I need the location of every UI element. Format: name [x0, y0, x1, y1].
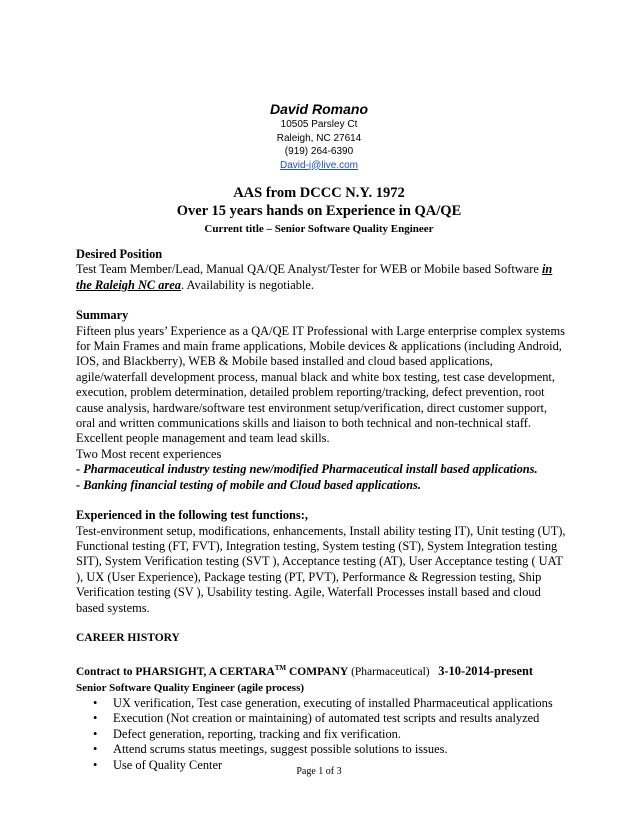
- bullet-icon: •: [93, 711, 98, 726]
- trademark-mark: TM: [274, 664, 287, 673]
- desired-text-after: . Availability is negotiable.: [180, 277, 314, 292]
- resume-body: [76, 247, 566, 773]
- summary-text: Fifteen plus years’ Experience as a QA/QE IT Professional with Large enterprise complex systems for Main Frames and main frame applications, Mobile devices & applications (including Android, IOS, and Blackberry), WEB & Mobile based installed and cloud based applications, agile/waterfall development process, manual black and white box testing, test case development, execution, problem determination, detailed problem reporting/tracking, defect prevention, root cause analysis, hardware/software test environment setup/verification, direct customer support, oral and written communications skills and liaison to both technical and non-technical staff. Excellent people management and team lead skills.: [76, 323, 565, 446]
- bullet-icon: •: [93, 726, 98, 741]
- job-heading: [76, 661, 566, 680]
- street-address: 10505 Parsley Ct: [280, 119, 358, 130]
- city-state-zip: Raleigh, NC 27614: [276, 132, 362, 144]
- list-item: • Attend scrums status meetings, suggest possible solutions to issues.: [93, 742, 448, 757]
- experience-line: Over 15 years hands on Experience in QA/QE: [176, 203, 462, 219]
- summary-title: Summary: [76, 308, 129, 323]
- job-dates: 3-10-2014-present: [438, 664, 533, 679]
- list-item: • Execution (Not creation or maintaining) of automated test scripts and results analyzed: [93, 711, 540, 726]
- candidate-name: David Romano: [269, 101, 368, 117]
- phone-number: (919) 264-6390: [284, 146, 354, 157]
- desired-position-text: [76, 262, 566, 293]
- current-title-line: Current title – Senior Software Quality Engineer: [204, 223, 434, 235]
- career-history-title: CAREER HISTORY: [76, 631, 180, 644]
- list-item: • UX verification, Test case generation, executing of installed Pharmaceutical applications: [93, 695, 553, 710]
- desired-position-title: Desired Position: [76, 247, 163, 261]
- email-link[interactable]: David-j@live.com: [280, 159, 358, 171]
- desired-location: in the Raleigh NC area: [76, 262, 553, 292]
- job-contract: Contract to PHARSIGHT, A CERTARA: [76, 666, 275, 679]
- job-company-suffix: COMPANY: [286, 666, 349, 679]
- recent-experiences-heading: Two Most recent experiences: [76, 446, 222, 461]
- bullet-icon: •: [93, 695, 98, 710]
- test-functions-text: Test-environment setup, modifications, enhancements, Install ability testing IT), Unit testing (UT), Functional testing (FT, FVT), Integration testing, System testing (ST), System Integration testing SIT), System Verification testing (SVT ), Acceptance testing (AT), User Acceptance testing ( UAT ), UX (User Experience), Package testing (PT, PVT), Performance & Regression testing, Ship Verification testing (SV ), Usability testing. Agile, Waterfall Processes install based and cloud based systems.: [76, 523, 566, 615]
- recent-experience-1: - Pharmaceutical industry testing new/modified Pharmaceutical install based applications.: [76, 462, 538, 477]
- job-duties-list: [76, 696, 566, 773]
- job-industry: (Pharmaceutical): [348, 666, 430, 679]
- education-line: AAS from DCCC N.Y. 1972: [233, 185, 405, 201]
- test-functions-title: Experienced in the following test functions:,: [76, 508, 308, 523]
- desired-text-before: Test Team Member/Lead, Manual QA/QE Analyst/Tester for WEB or Mobile based Software: [76, 262, 542, 277]
- headline-block: [0, 184, 638, 238]
- job-role: Senior Software Quality Engineer (agile process): [76, 681, 305, 694]
- bullet-icon: •: [93, 757, 98, 772]
- page-number: Page 1 of 3: [296, 766, 342, 777]
- list-item: • Use of Quality Center: [93, 757, 223, 772]
- list-item: • Defect generation, reporting, tracking and fix verification.: [93, 726, 401, 741]
- contact-header: [0, 100, 638, 172]
- bullet-icon: •: [93, 742, 98, 757]
- recent-experience-2: - Banking financial testing of mobile and Cloud based applications.: [76, 477, 421, 492]
